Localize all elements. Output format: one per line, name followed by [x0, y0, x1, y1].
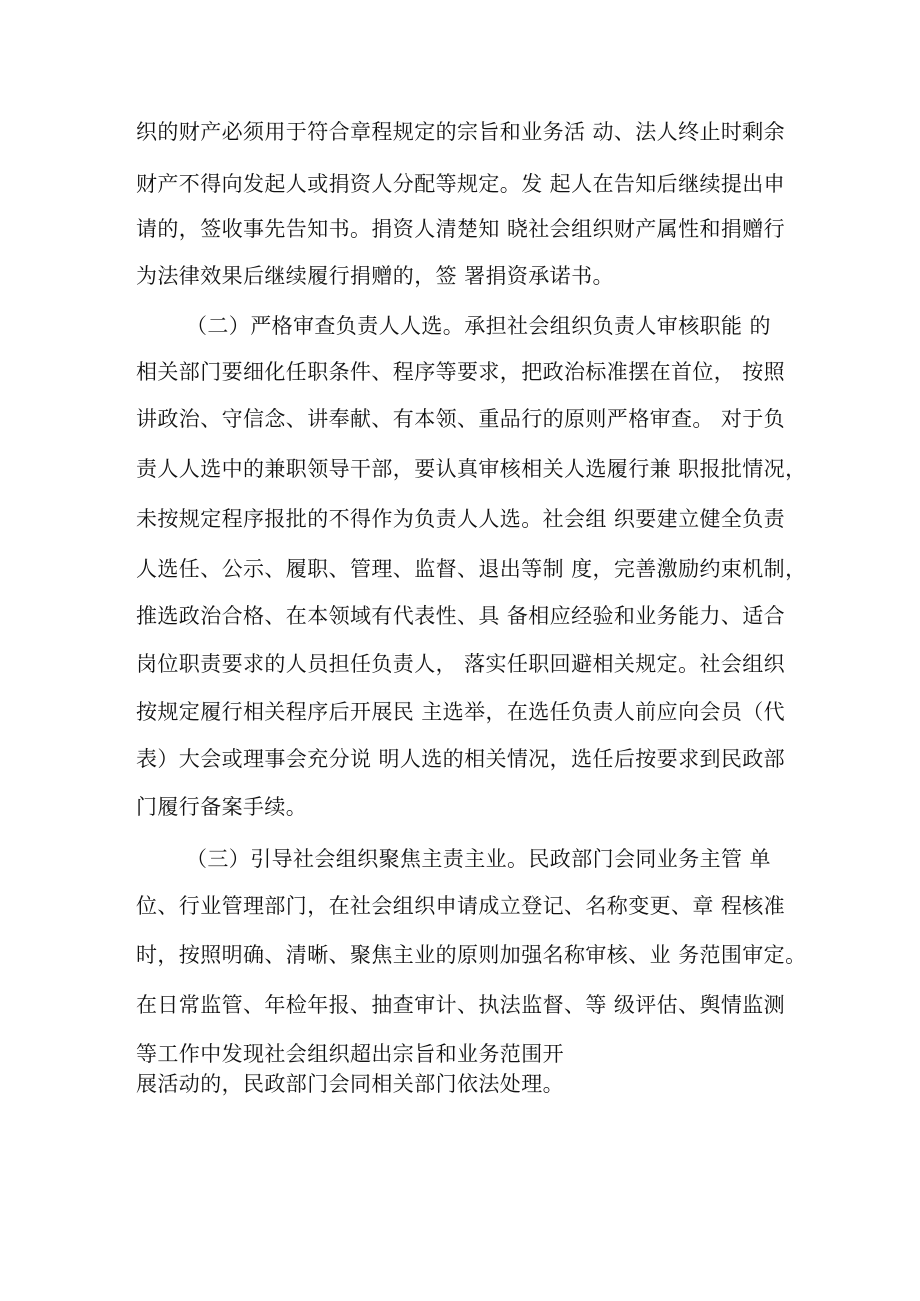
text-line: 位、行业管理部门，在社会组织申请成立登记、名称变更、章 程核准	[136, 894, 786, 918]
text-line: 责人人选中的兼职领导干部，要认真审核相关人选履行兼 职报批情况，	[136, 457, 807, 481]
text-line: 等工作中发现社会组织超出宗旨和业务范围开	[136, 1042, 564, 1066]
text-line: 相关部门要细化任职条件、程序等要求，把政治标准摆在首位， 按照	[136, 360, 786, 384]
text-line: （二）严格审查负责人人选。承担社会组织负责人审核职能 的	[186, 314, 771, 338]
text-line: 岗位职责要求的人员担任负责人， 落实任职回避相关规定。社会组织	[136, 652, 786, 676]
text-line: 按规定履行相关程序后开展民 主选举，在选任负责人前应向会员（代	[136, 700, 786, 724]
text-line: 门履行备案手续。	[136, 795, 308, 819]
text-line: 在日常监管、年检年报、抽查审计、执法监督、等 级评估、舆情监测	[136, 993, 786, 1017]
text-line: 表）大会或理事会充分说 明人选的相关情况，选任后按要求到民政部	[136, 747, 786, 771]
text-line: 讲政治、守信念、讲奉献、有本领、重品行的原则严格审查。 对于负	[136, 407, 786, 431]
text-line: （三）引导社会组织聚焦主责主业。民政部门会同业务主管 单	[186, 847, 771, 871]
text-line: 推选政治合格、在本领域有代表性、具 备相应经验和业务能力、适合	[136, 604, 786, 628]
text-line: 请的，签收事先告知书。捐资人清楚知 晓社会组织财产属性和捐赠行	[136, 217, 786, 241]
text-line: 展活动的，民政部门会同相关部门依法处理。	[136, 1072, 564, 1096]
text-line: 人选任、公示、履职、管理、监督、退出等制 度，完善激励约束机制，	[136, 557, 807, 581]
text-line: 财产不得向发起人或捐资人分配等规定。发 起人在告知后继续提出申	[136, 172, 786, 196]
text-line: 为法律效果后继续履行捐赠的，签 署捐资承诺书。	[136, 264, 614, 288]
text-line: 织的财产必须用于符合章程规定的宗旨和业务活 动、法人终止时剩余	[136, 120, 786, 144]
text-line: 时，按照明确、清晰、聚焦主业的原则加强名称审核、业 务范围审定。	[136, 943, 807, 967]
text-line: 未按规定程序报批的不得作为负责人人选。社会组 织要建立健全负责	[136, 507, 786, 531]
